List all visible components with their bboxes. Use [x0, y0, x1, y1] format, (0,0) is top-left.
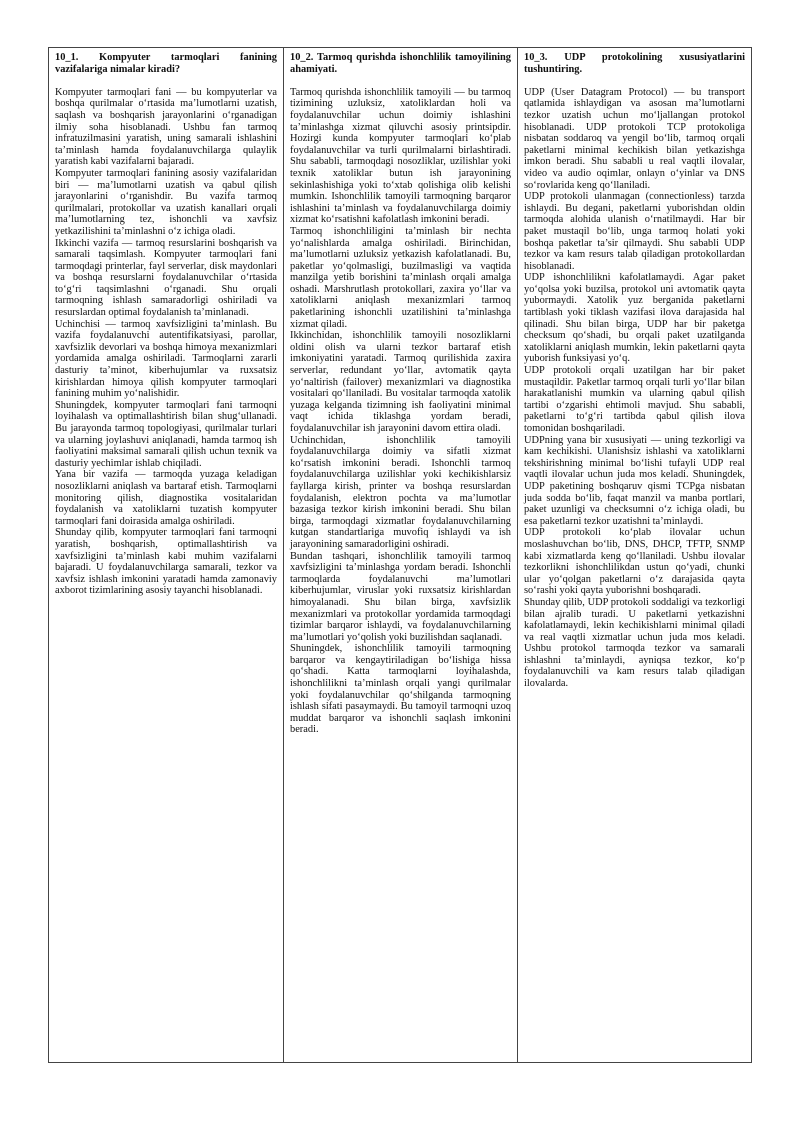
answer-sheet	[48, 47, 752, 1063]
column-10-1	[49, 48, 283, 1062]
paragraph: UDP protokoli orqali uzatilgan har bir paket mustaqildir. Paketlar tarmoq orqali turli yo‘llar bilan harakatlanishi mumkin va ularning qabul qilish tartibi o‘zgarishi ehtimoli mavjud. Shu sababli, paketlarni to‘g‘ri tartibda qabul qilish ilova tomonidan boshqariladi.	[524, 365, 745, 434]
paragraph: Kompyuter tarmoqlari fanining asosiy vazifalaridan biri — ma’lumotlarni uzatish va qabul qilish jarayonlarini o‘rganishdir. Bu vazifa tarmoq qurilmalari, protokollar va uzatish kanallari orqali ma’lumotlarning tez, ishonchli va xavfsiz yetkazilishini ta’minlashni o‘z ichiga oladi.	[55, 167, 277, 237]
paragraph: Tarmoq qurishda ishonchlilik tamoyili — bu tarmoq tizimining uzluksiz, xatoliklardan holi va foydalanuvchilar uchun doimiy ishlashini ta’minlashga xizmat qiluvchi asosiy printsipdir. Hozirgi kunda kompyuter tarmoqlari ko‘plab foydalanuvchilar va turli qurilmalarni birlashtiradi. Shu sababli, tarmoqdagi nosozliklar, uzilishlar yoki texnik xatoliklar butun ish jarayonining sekinlashishiga yoki to‘xtab qolishiga olib kelishi mumkin. Ishonchlilik tamoyili tarmoqning barqaror ishlashini ta’minlash va foydalanuvchilarga doimiy xizmat ko‘rsatishni kafolatlash imkonini beradi.	[290, 86, 511, 226]
paragraph: Shuningdek, ishonchlilik tamoyili tarmoqning barqaror va kengaytiriladigan bo‘lishiga hissa qo‘shadi. Katta tarmoqlarni loyihalashda, ishonchlilikni ta’minlash orqali yangi qurilmalar yoki foydalanuvchilar qo‘shilganda tarmoqning ishlash sifati pasaymaydi. Bu tamoyil tarmoqni uzoq muddat barqaror va ishonchli saqlash imkonini beradi.	[290, 643, 511, 736]
column-title: 10_2. Tarmoq qurishda ishonchlilik tamoyilining ahamiyati.	[290, 52, 511, 75]
paragraph: Shunday qilib, kompyuter tarmoqlari fani tarmoqni yaratish, boshqarish, optimallashtirish va xavfsizligini ta’minlash kabi muhim vazifalarni bajaradi. U foydalanuvchilarga samarali, tezkor va xavfsiz ishlash imkonini yaratadi hamda zamonaviy axborot tizimlarining asosiy tayanchi hisoblanadi.	[55, 527, 277, 597]
paragraph: UDP protokoli ulanmagan (connectionless) tarzda ishlaydi. Bu degani, paketlarni yuborishdan oldin tarmoqda alohida ulanish o‘rnatilmaydi. Har bir paket mustaqil bo‘lib, unga tarmoq holati yoki boshqa paketlar ta’sir qilmaydi. Shu sababli UDP tezkor va kam resurs talab qiladigan protokollardan hisoblanadi.	[524, 191, 745, 272]
column-title: 10_3. UDP protokolining xususiyatlarini tushuntiring.	[524, 52, 745, 75]
column-title: 10_1. Kompyuter tarmoqlari fanining vazifalariga nimalar kiradi?	[55, 52, 277, 75]
paragraph: UDP (User Datagram Protocol) — bu transport qatlamida ishlaydigan va asosan ma’lumotlarni tezkor uzatish uchun mo‘ljallangan protokol hisoblanadi. UDP protokoli TCP protokoliga nisbatan soddaroq va yengil bo‘lib, tarmoq orqali paketlarni minimal kechikish bilan yetkazishga imkon beradi. Shu sababli u real vaqtli ilovalar, video va audio oqimlar, onlayn o‘yinlar va DNS so‘rovlarida keng qo‘llaniladi.	[524, 86, 745, 191]
paragraph: Shuningdek, kompyuter tarmoqlari fani tarmoqni loyihalash va optimallashtirish bilan shug‘ullanadi. Bu jarayonda tarmoq topologiyasi, qurilmalar turlari va ularning joylashuvi aniqlanadi, hamda tarmoq ish faoliyatini maksimal samarali qilish uchun texnik va dasturiy yechimlar ishlab chiqiladi.	[55, 399, 277, 469]
paragraph: Ikkinchi vazifa — tarmoq resurslarini boshqarish va samarali taqsimlash. Kompyuter tarmoqlari fani tarmoqdagi printerlar, fayl serverlar, disk maydonlari va boshqa resurslarni foydalanuvchilar o‘rtasida to‘g‘ri taqsimlashni o‘rganadi. Shu orqali tarmoqning ishlash samaradorligi oshiriladi va resurslardan optimal foydalanish ta’minlanadi.	[55, 237, 277, 319]
paragraph: Bundan tashqari, ishonchlilik tamoyili tarmoq xavfsizligini ta’minlashga yordam beradi. Ishonchli tarmoqlarda foydalanuvchi ma’lumotlari kiberhujumlar, viruslar yoki ruxsatsiz kirishlardan himoyalanadi. Shu bilan birga, xavfsizlik mexanizmlari va protokollar yordamida tarmoqdagi tizimlar barqaror ishlaydi, va foydalanuvchilarning ma’lumotlari yo‘qolish yoki buzilishdan saqlanadi.	[290, 550, 511, 643]
paragraph: UDP protokoli ko‘plab ilovalar uchun moslashuvchan bo‘lib, DNS, DHCP, TFTP, SNMP kabi xizmatlarda keng qo‘llaniladi. Ushbu ilovalar tezkorlikni ishonchlilikdan ustun qo‘yadi, chunki ular yo‘qolgan paketlarni o‘z darajasida qayta so‘rashi yoki qayta yuborishni boshqaradi.	[524, 527, 745, 597]
column-10-3	[517, 48, 751, 1062]
paragraph: UDPning yana bir xususiyati — uning tezkorligi va kam kechikishi. Ulanishsiz ishlashi va xatoliklarni tekshirishning minimal bo‘lishi tufayli UDP real vaqtli ilovalar uchun juda mos keladi. Shuningdek, UDP paketining boshqaruv qismi TCPga nisbatan juda sodda bo‘lib, faqat manzil va manba portlari, paket uzunligi va checksumni o‘z ichiga oladi, bu esa paketlarni tezkor uzatishni ta’minlaydi.	[524, 434, 745, 527]
column-10-2	[283, 48, 517, 1062]
paragraph: UDP ishonchlilikni kafolatlamaydi. Agar paket yo‘qolsa yoki buzilsa, protokol uni avtomatik qayta yubormaydi. Xatolik yuz berganida paketlarni tartiblash yoki tiklash vazifasi ilova darajasida hal qilinadi. Shu bilan birga, UDP har bir paketga checksum qo‘shadi, bu orqali paket uzatilganda xatoliklarni aniqlash mumkin, lekin paketlarni qayta yuborish funksiyasi yo‘q.	[524, 272, 745, 365]
paragraph: Shunday qilib, UDP protokoli soddaligi va tezkorligi bilan ajralib turadi. U paketlarni yetkazishni kafolatlamaydi, lekin kechikishlarni minimal qiladi va real vaqtli xizmatlar uchun juda mos keladi. Ushbu protokol tarmoqda tezkor va samarali ishlashni ta’minlaydi, ayniqsa tezkor, ko‘p foydalanuvchili va kam resurs talab qiladigan ilovalarda.	[524, 596, 745, 690]
paragraph: Ikkinchidan, ishonchlilik tamoyili nosozliklarni oldini olish va ularni tezkor bartaraf etish imkoniyatini yaratadi. Tarmoq qurilishida zaxira serverlar, redundant yo‘llar, avtomatik qayta yo‘naltirish (failover) mexanizmlari va diagnostika vositalari qo‘llaniladi. Bu vositalar tarmoqda xatolik yuzaga kelganda tizimning ish faoliyatini minimal vaqt ichida tiklashga yordam beradi, foydalanuvchilar ish jarayonini davom ettira oladi.	[290, 330, 511, 434]
column-body	[524, 87, 745, 690]
paragraph: Uchinchisi — tarmoq xavfsizligini ta’minlash. Bu vazifa foydalanuvchi autentifikatsiyasi, parollar, xavfsizlik devorlari va boshqa himoya mexanizmlari yordamida amalga oshiriladi. Tarmoqlarni zararli dasturiy ta’minot, kiberhujumlar va ruxsatsiz kirishlardan himoya qilish kompyuter tarmoqlari fanining muhim yo‘nalishidir.	[55, 318, 277, 400]
paragraph: Uchinchidan, ishonchlilik tamoyili foydalanuvchilarga doimiy va sifatli xizmat ko‘rsatish imkonini beradi. Ishonchli tarmoq foydalanuvchilarga uzilishlar yoki kechikishlarsiz fayllarga kirish, printer va boshqa resurslardan foydalanish, elektron pochta va ma’lumotlar bazasiga tezkor kirish imkonini beradi. Shu bilan birga, tarmoqdagi xizmatlar foydalanuvchilarning kutgan standartlariga muvofiq ishlaydi va ish jarayonining samaradorligini oshiradi.	[290, 434, 511, 550]
paragraph: Tarmoq ishonchliligini ta’minlash bir nechta yo‘nalishlarda amalga oshiriladi. Birinchidan, ma’lumotlarni uzluksiz yetkazish kafolatlanadi. Bu, paketlar yo‘qolmasligi, buzilmasligi va vaqtida manzilga yetib borishini ta’minlash orqali amalga oshadi. Marshrutlash protokollari, zaxira yo‘llar va xatoliklarni aniqlash mexanizmlari tarmoq paketlarining ishonchli uzatilishini ta’minlashga xizmat qiladi.	[290, 225, 511, 330]
column-body	[55, 87, 277, 597]
paragraph: Yana bir vazifa — tarmoqda yuzaga keladigan nosozliklarni aniqlash va bartaraf etish. Tarmoqlarni monitoring qilish, diagnostika vositalaridan foydalanish va xatoliklarni tuzatish kompyuter tarmoqlari fani doirasida amalga oshiriladi.	[55, 469, 277, 527]
paragraph: Kompyuter tarmoqlari fani — bu kompyuterlar va boshqa qurilmalar o‘rtasida ma’lumotlarni uzatish, saqlash va boshqarish jarayonlarini o‘rganadigan ilmiy soha hisoblanadi. Ushbu fan tarmoq infratuzilmasini yaratish, uning samarali ishlashini ta’minlash hamda foydalanuvchilarga qulaylik yaratish kabi vazifalarni bajaradi.	[55, 86, 277, 168]
column-body	[290, 87, 511, 736]
